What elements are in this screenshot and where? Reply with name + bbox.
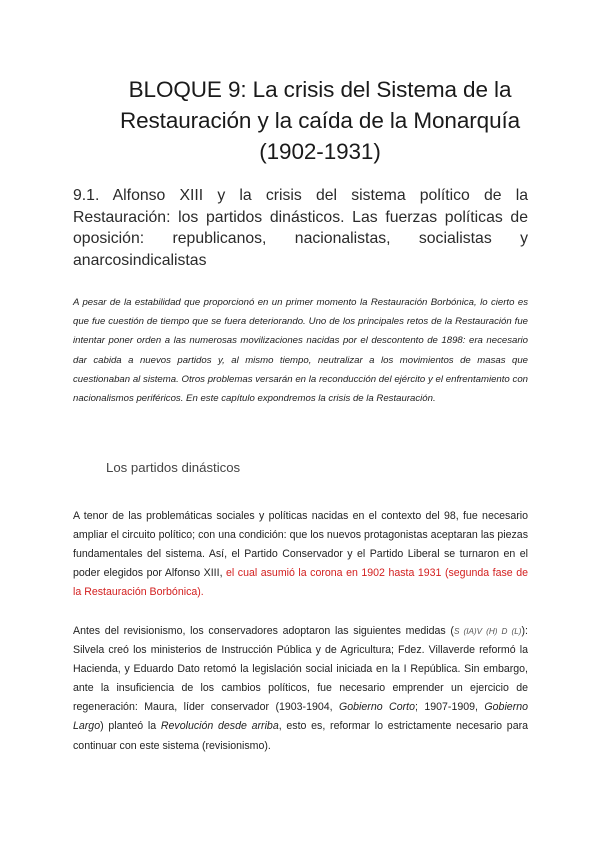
page-title: BLOQUE 9: La crisis del Sistema de la Restauración y la caída de la Monarquía (1902-1931) — [119, 77, 521, 164]
gobierno-largo-term: Gobierno Largo — [73, 701, 529, 733]
gobierno-corto-term: Gobierno Corto — [339, 701, 415, 714]
mnemonic-note: S (IA)V (H) D (L) — [453, 627, 522, 636]
highlighted-text: el cual asumió la corona en 1902 hasta 1931 (segunda fase de la Restauración Borbónica). — [73, 567, 528, 599]
paragraph-text: ) planteó la — [100, 720, 161, 733]
section-subtitle: 9.1. Alfonso XIII y la crisis del sistema político de la Restauración: los partidos dinásticos. Las fuerzas políticas de oposición: republicanos, nacionalistas, socialistas y anarcosindicalistas — [73, 187, 528, 269]
paragraph-text: A tenor de las problemáticas sociales y políticas nacidas en el contexto del 98, fue necesario ampliar el circuito político; con una condición: que los nuevos protagonistas aceptaran las piezas fundamentales del sistema. Así, el Partido Conservador y el Partido Liberal se turnaron en el poder elegidos por Alfonso XIII, — [73, 510, 528, 580]
paragraph-text: ): Silvela creó los ministerios de Instrucción Pública y de Agricultura; Fdez. Villaverde reformó la Hacienda, y Eduardo Dato retomó la legislación social iniciada en la I República. Sin embargo, ante la insuficiencia de los cambios políticos, fue necesario emprender un ejercicio de regeneración: Maura, líder conservador (1903-1904, — [73, 625, 529, 714]
intro-paragraph: A pesar de la estabilidad que proporcionó en un primer momento la Restauración Borbónica, lo cierto es que fue cuestión de tiempo que se fuera deteriorando. Uno de los principales retos de la Restauración fue intentar poner orden a las numerosas movilizaciones nacidas por el descontento de 1898: era necesario dar cabida a nuevos partidos y, al mismo tiempo, neutralizar a los movimientos de masas que cuestionaban al sistema. Otros problemas versarán en la reconducción del ejército y el enfrentamiento con nacionalismos periféricos. En este capítulo expondremos la crisis de la Restauración. — [73, 297, 528, 405]
section-heading: Los partidos dinásticos — [106, 460, 241, 475]
paragraph-revisionismo — [73, 622, 528, 756]
paragraph-lead: Antes del revisionismo, los conservadores adoptaron las siguientes medidas ( — [73, 625, 454, 637]
revolucion-term: Revolución desde arriba — [160, 720, 279, 733]
paragraph-text: ; 1907-1909, — [414, 701, 485, 714]
paragraph-text: , esto es, reformar lo estrictamente necesario para continuar con este sistema (revisionismo). — [73, 720, 529, 752]
paragraph-partidos — [73, 507, 528, 602]
